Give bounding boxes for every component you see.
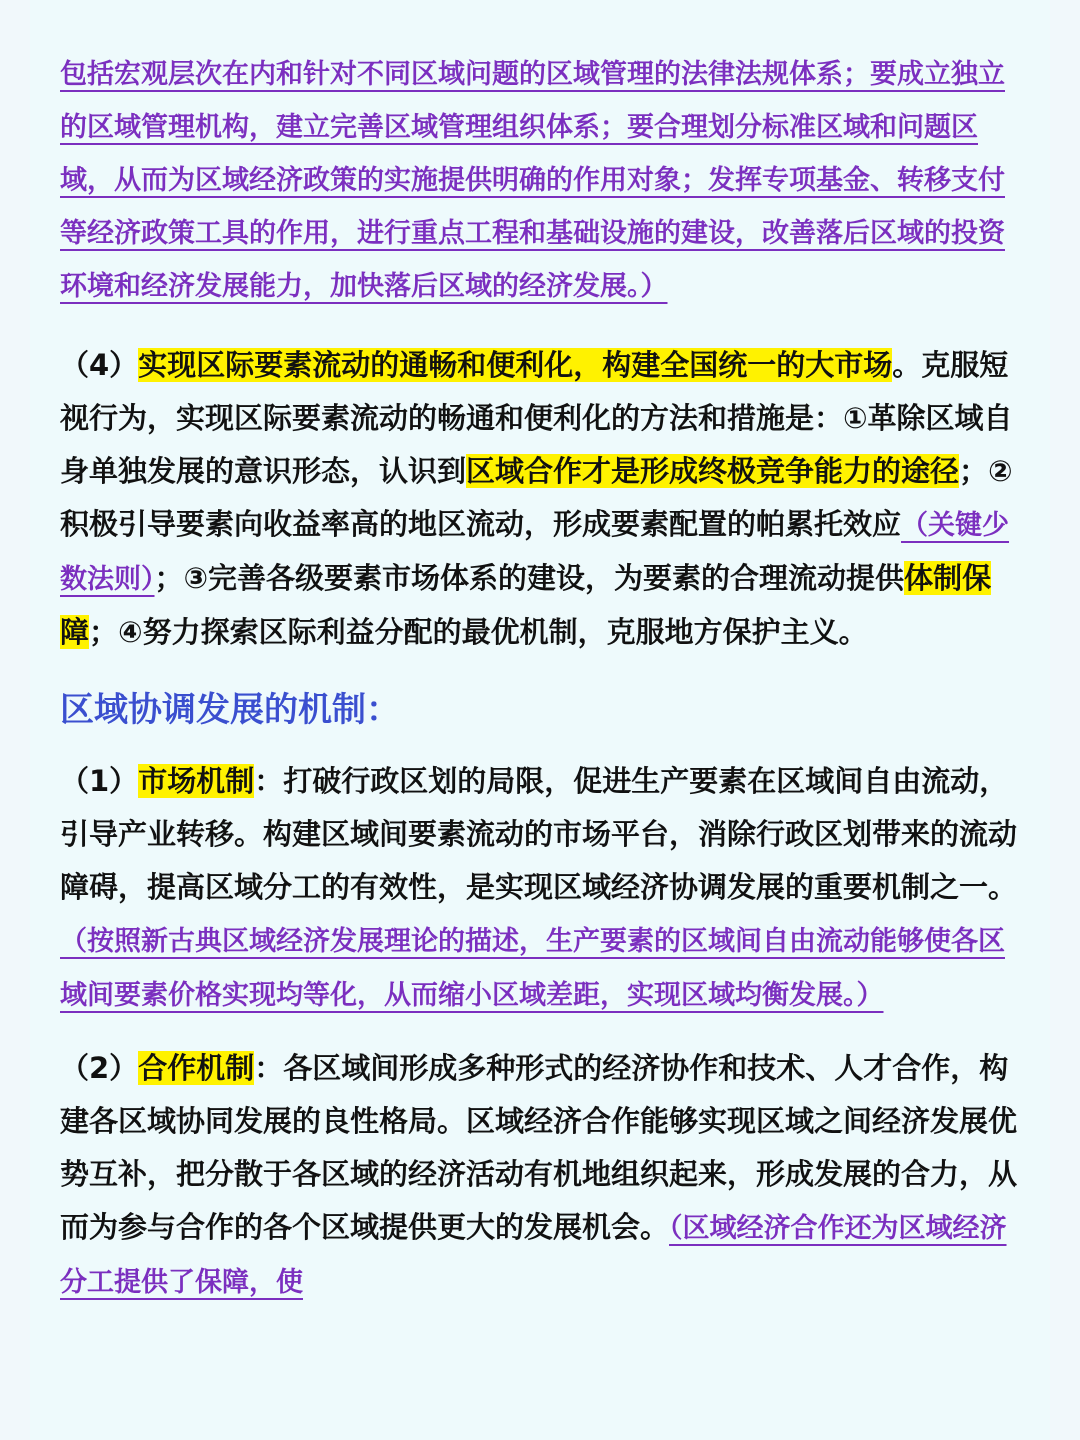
top-note-paragraph [60, 48, 1020, 313]
mechanism-1-title-highlight: 市场机制 [138, 764, 255, 798]
section-4-text-2: ；②积极引导要素向收益率高的地区流动，形成要素配置的帕累托效应 [60, 454, 1013, 541]
mechanism-1-paragraph [60, 755, 1020, 1022]
mechanism-2-paragraph [60, 1042, 1020, 1309]
section-4-highlight-2: 区域合作才是形成终极竞争能力的途径 [466, 454, 960, 488]
section-4-paragraph [60, 339, 1020, 659]
mechanism-2-title-highlight: 合作机制 [138, 1051, 255, 1085]
document-content [60, 48, 1020, 1309]
mechanism-2-note: （区域经济合作还为区域经济分工提供了保障，使 [60, 1213, 1007, 1298]
section-4-text-4: ；④努力探索区际利益分配的最优机制，克服地方保护主义。 [89, 615, 868, 649]
document-page [30, 0, 1050, 1440]
section-4-text-1: 。克服短视行为，实现区际要素流动的畅通和便利化的方法和措施是：①革除区域自身单独发展的意识形态，认识到 [60, 348, 1013, 488]
mechanism-1-number: （1） [60, 764, 139, 798]
section-4-number: （4） [60, 348, 139, 382]
mechanism-2-number: （2） [60, 1051, 139, 1085]
section-4-text-3: ；③完善各级要素市场体系的建设，为要素的合理流动提供 [154, 561, 905, 595]
section-4-highlight-3: 体制保障 [60, 561, 992, 649]
mechanism-1-text: ：打破行政区划的局限，促进生产要素在区域间自由流动，引导产业转移。构建区域间要素流动的市场平台，消除行政区划带来的流动障碍，提高区域分工的有效性，是实现区域经济协调发展的重要机制之一。 [60, 764, 1018, 904]
top-note: 包括宏观层次在内和针对不同区域问题的区域管理的法律法规体系；要成立独立的区域管理机构，建立完善区域管理组织体系；要合理划分标准区域和问题区域，从而为区域经济政策的实施提供明确的作用对象；发挥专项基金、转移支付等经济政策工具的作用，进行重点工程和基础设施的建设，改善落后区域的投资环境和经济发展能力，加快落后区域的经济发展。） [60, 59, 1005, 302]
section-4-note: （关键少数法则） [60, 510, 1010, 595]
mechanism-2-text: ：各区域间形成多种形式的经济协作和技术、人才合作，构建各区域协同发展的良性格局。区域经济合作能够实现区域之间经济发展优势互补，把分散于各区域的经济活动有机地组织起来，形成发展的合力，从而为参与合作的各个区域提供更大的发展机会。 [60, 1051, 1018, 1244]
mechanism-1-note: （按照新古典区域经济发展理论的描述，生产要素的区域间自由流动能够使各区域间要素价格实现均等化，从而缩小区域差距，实现区域均衡发展。） [60, 926, 1005, 1011]
section-4-title-highlight: 实现区际要素流动的通畅和便利化，构建全国统一的大市场 [138, 348, 893, 382]
mechanism-heading: 区域协调发展的机制： [60, 690, 400, 730]
